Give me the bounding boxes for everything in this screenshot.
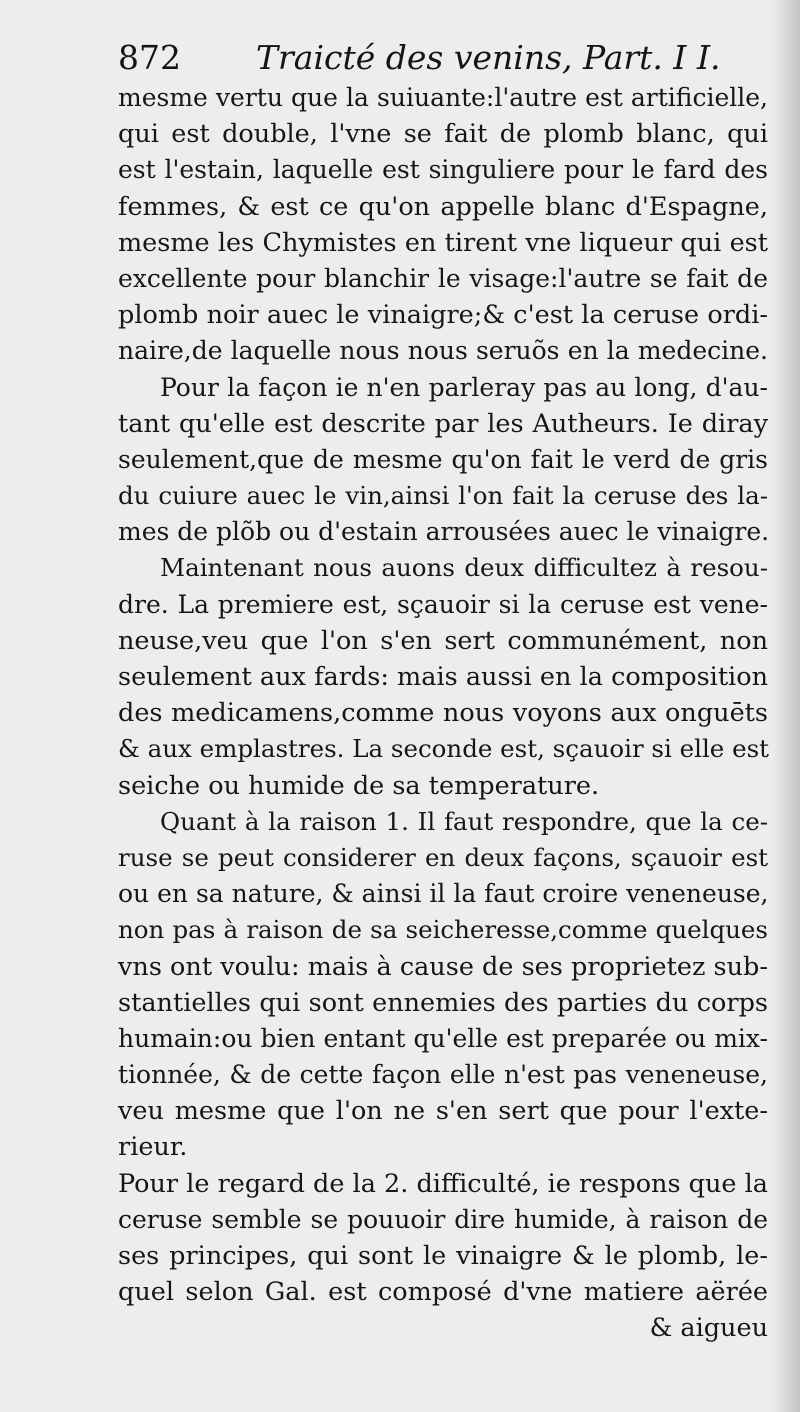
text-line: plomb noir auec le vinaigre;& c'est la ceruse ordi- [118,300,768,331]
text-line: du cuiure auec le vin,ainsi l'on fait la ceruse des la- [118,481,768,511]
text-line: naire,de laquelle nous nous seruõs en la medecine. [118,336,768,366]
text-line: mesme vertu que la suiuante:l'autre est artificielle, [118,83,768,112]
text-line: ou en sa nature, & ainsi il la faut croire veneneuse, [118,879,769,909]
text-line: vns ont voulu: mais à cause de ses proprietez sub- [118,951,768,982]
text-line: quel selon Gal. est composé d'vne matiere aërée [118,1277,768,1308]
text-line: seulement aux fards: mais aussi en la composition [118,662,768,692]
text-line: dre. La premiere est, sçauoir si la ceruse est vene- [118,589,768,619]
text-line: & aux emplastres. La seconde est, sçauoir si elle est [118,734,770,764]
text-line: seulement,que de mesme qu'on fait le verd de gris [118,444,768,474]
text-line: Quant à la raison 1. Il faut respondre, que la ce- [160,806,768,836]
page-number: 872 [118,38,181,77]
text-line: seiche ou humide de sa temperature. [118,770,600,801]
text-line: est l'estain, laquelle est singuliere pour le fard des [118,155,768,185]
text-line: humain:ou bien entant qu'elle est preparée ou mix- [118,1023,768,1053]
text-line: qui est double, l'vne se fait de plomb blanc, qui [118,119,768,150]
running-header [118,38,768,86]
text-line: Pour le regard de la 2. difficulté, ie respons que la [118,1168,768,1199]
text-line: tionnée, & de cette façon elle n'est pas veneneuse, [118,1060,768,1090]
running-title: Traicté des venins, Part. I I. [256,38,721,77]
text-line: tant qu'elle est descrite par les Autheurs. Ie diray [118,408,768,439]
text-line: excellente pour blanchir le visage:l'autre se fait de [118,263,768,293]
text-line: veu mesme que l'on ne s'en sert que pour l'exte- [118,1096,768,1127]
text-line: Pour la façon ie n'en parleray pas au long, d'au- [160,372,768,402]
text-line: des medicamens,comme nous voyons aux onguēts [118,698,768,729]
text-line: ses principes, qui sont le vinaigre & le plomb, le- [118,1241,768,1271]
text-line: ruse se peut considerer en deux façons, sçauoir est [118,842,768,872]
text-line: mesme les Chymistes en tirent vne liqueur qui est [118,227,768,258]
text-line: rieur. [118,1132,188,1163]
text-line: Maintenant nous auons deux difficultez à resou- [160,553,768,583]
text-line: stantielles qui sont ennemies des parties du corps [118,987,768,1018]
text-line: neuse,veu que l'on s'en sert communément, non [118,625,768,656]
text-line: non pas à raison de sa seicheresse,comme quelques [118,915,768,945]
text-line: femmes, & est ce qu'on appelle blanc d'Espagne, [118,191,768,222]
page-body-text [118,80,768,1347]
text-line: mes de plõb ou d'estain arrousées auec le vinaigre. [118,517,770,547]
text-line: & aigueu [649,1313,768,1344]
text-line: ceruse semble se pouuoir dire humide, à raison de [118,1204,768,1234]
